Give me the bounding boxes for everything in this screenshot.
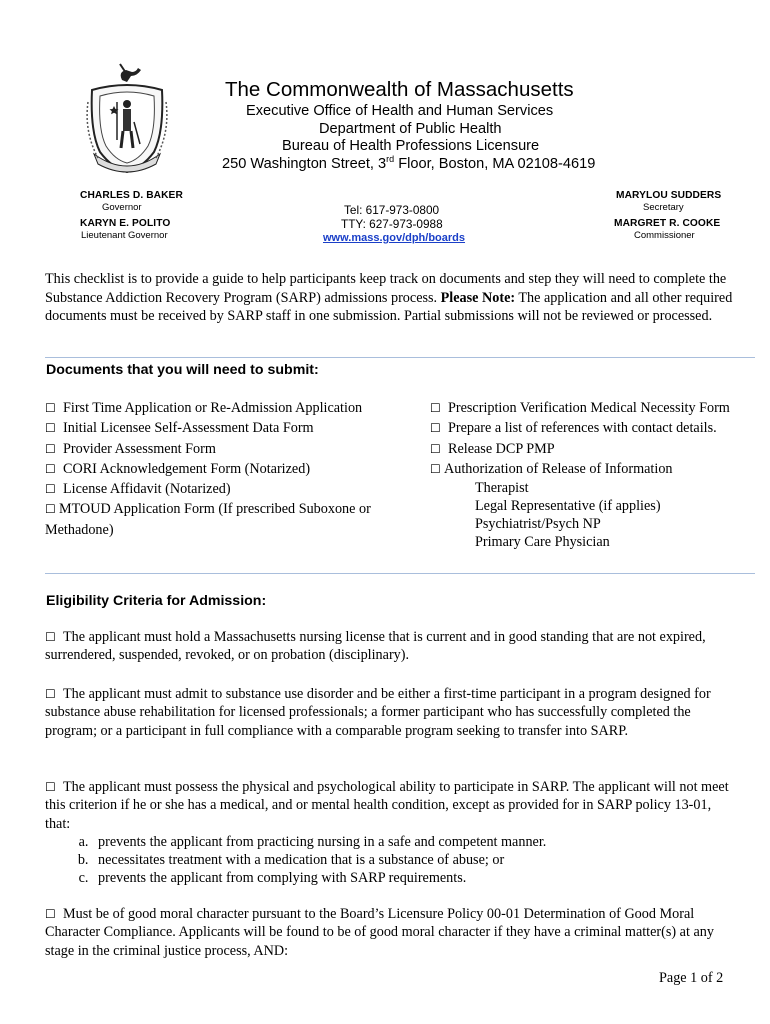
secretary-title: Secretary (643, 202, 684, 213)
telephone: Tel: 617-973-0800 (344, 203, 440, 217)
page-number: Page 1 of 2 (659, 970, 724, 986)
documents-heading: Documents that you will need to submit: (46, 362, 319, 378)
checklist-item[interactable]: ☐ Authorization of Release of Information (430, 459, 760, 479)
list-item: c. prevents the applicant from complying with SARP requirements. (92, 869, 735, 887)
address (222, 154, 595, 172)
checkbox-icon[interactable]: ☐ (45, 441, 56, 456)
checklist-item[interactable]: ☐ Initial Licensee Self-Assessment Data Form (45, 418, 415, 438)
list-item: Psychiatrist/Psych NP (475, 516, 601, 533)
address-ordinal: rd (386, 154, 395, 164)
note-label: Please Note: (440, 289, 516, 306)
checkbox-icon[interactable]: ☐ (45, 687, 56, 701)
checklist-item[interactable]: ☐ Prepare a list of references with contact details. (430, 418, 760, 438)
commissioner-title: Commissioner (634, 230, 695, 241)
criterion-2: ☐ The applicant must admit to substance use disorder and be either a first-time participant in a program designed for substance abuse rehabilitation for licensed professionals; a former participant who has successfully completed the program; or a participant in full compliance with a comparable program seeking to transfer into SARP. (45, 686, 711, 739)
office-name: Executive Office of Health and Human Services (246, 103, 554, 119)
checkbox-icon[interactable]: ☐ (430, 441, 441, 456)
checklist-item[interactable]: ☐ License Affidavit (Notarized) (45, 479, 415, 499)
list-item: Therapist (475, 480, 529, 497)
address-prefix: 250 Washington Street, 3 (222, 155, 387, 172)
documents-right-column (430, 398, 760, 551)
intro-paragraph (45, 270, 735, 326)
authorization-sub-list (475, 479, 760, 551)
criterion-1: ☐ The applicant must hold a Massachusetts nursing license that is current and in good standing that are not expired, surrendered, suspended, revoked, or on probation (disciplinary). (45, 629, 706, 664)
list-item: b. necessitates treatment with a medication that is a substance of abuse; or (92, 851, 735, 869)
governor-title: Governor (102, 202, 142, 213)
section-divider (45, 357, 755, 358)
eligibility-heading: Eligibility Criteria for Admission: (46, 593, 267, 609)
department-name: Department of Public Health (319, 121, 502, 137)
checklist-item[interactable]: ☐ Release DCP PMP (430, 439, 760, 459)
checklist-item[interactable]: ☐ MTOUD Application Form (If prescribed Suboxone or Methadone) (45, 501, 371, 538)
massachusetts-seal-icon (84, 62, 170, 174)
commissioner-name: MARGRET R. COOKE (614, 218, 721, 229)
documents-left-column (45, 398, 415, 540)
criterion-3: ☐ The applicant must possess the physical and psychological ability to participate in SARP. The applicant will not meet this criterion if he or she has a medical, and or mental health condition, except as provided for in SARP policy 13-01, that: a. prevents the applicant from practicing nursing in a safe and competent manner. b. necessitates treatment with a medication that is a substance of abuse; or c. prevents the applicant from complying with SARP requirements. (45, 778, 735, 888)
checklist-item[interactable]: ☐ Provider Assessment Form (45, 439, 415, 459)
checkbox-icon[interactable]: ☐ (430, 421, 441, 436)
checkbox-icon[interactable]: ☐ (45, 502, 56, 517)
governor-name: CHARLES D. BAKER (80, 190, 183, 201)
lt-governor-name: KARYN E. POLITO (80, 218, 171, 229)
list-item: Legal Representative (if applies) (475, 498, 661, 515)
website-link[interactable]: www.mass.gov/dph/boards (323, 232, 466, 244)
criterion-3-list (45, 833, 735, 888)
criterion-4: ☐ Must be of good moral character pursuant to the Board’s Licensure Policy 00-01 Determination of Good Moral Character Compliance. Applicants will be found to be of good moral character if they have a criminal matter(s) at any stage in the criminal justice process, AND: (45, 906, 714, 959)
checklist-item[interactable]: ☐ CORI Acknowledgement Form (Notarized) (45, 459, 415, 479)
checklist-item[interactable]: ☐ Prescription Verification Medical Necessity Form (430, 398, 760, 418)
checkbox-icon[interactable]: ☐ (45, 780, 56, 794)
checkbox-icon[interactable]: ☐ (45, 630, 56, 644)
checkbox-icon[interactable]: ☐ (45, 401, 56, 415)
agency-title: The Commonwealth of Massachusetts (225, 78, 574, 101)
address-suffix: Floor, Boston, MA 02108-4619 (394, 155, 596, 172)
checkbox-icon[interactable]: ☐ (45, 461, 56, 476)
checkbox-icon[interactable]: ☐ (45, 482, 56, 497)
bureau-name: Bureau of Health Professions Licensure (282, 138, 540, 154)
list-item: Primary Care Physician (475, 534, 610, 551)
section-divider (45, 573, 755, 574)
list-item: a. prevents the applicant from practicing nursing in a safe and competent manner. (92, 833, 735, 851)
intro-text: This checklist is to provide a guide to help participants keep track on documents and step they will need to complete the Substance Addiction Recovery Program (SARP) admissions process. (45, 271, 727, 306)
checklist-item[interactable]: ☐ First Time Application or Re-Admission Application (45, 398, 415, 418)
lt-governor-title: Lieutenant Governor (81, 230, 168, 241)
checkbox-icon[interactable]: ☐ (430, 461, 441, 476)
checkbox-icon[interactable]: ☐ (45, 421, 56, 436)
note-text: The application and all other required documents must be received by SARP staff in one submission. Partial submissions will not be reviewed or processed. (45, 289, 733, 324)
tty-number: TTY: 627-973-0988 (341, 217, 443, 231)
secretary-name: MARYLOU SUDDERS (616, 190, 722, 201)
checkbox-icon[interactable]: ☐ (430, 401, 441, 415)
checkbox-icon[interactable]: ☐ (45, 907, 56, 921)
